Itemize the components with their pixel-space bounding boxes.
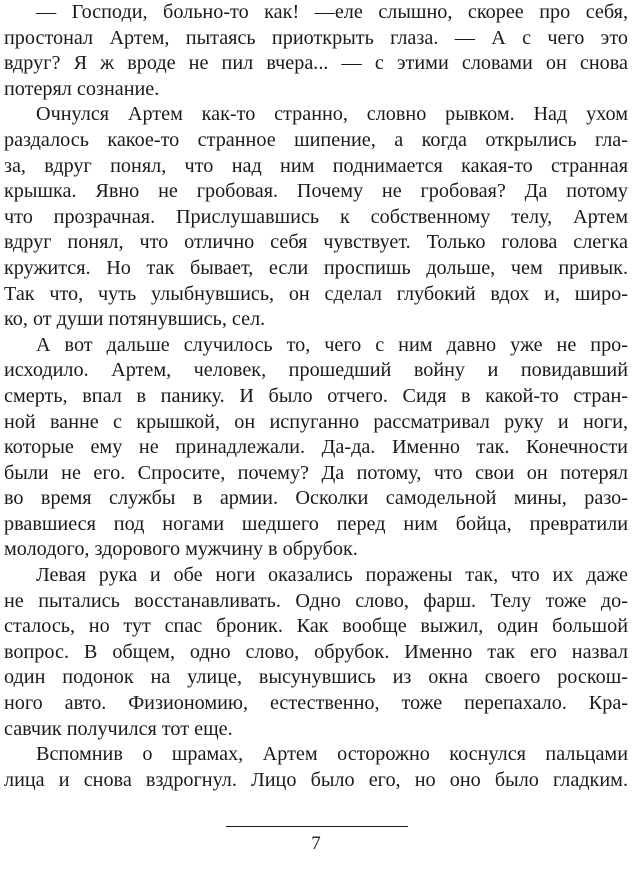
text-line: савчик получился тот еще. [4, 717, 233, 740]
text-line: Левая рука и обе ноги оказались поражены так, что их даже [36, 564, 628, 587]
text-line: не пытались восстанавливать. Одно слово, фарш. Телу тоже до- [4, 589, 628, 612]
text-line: ного авто. Физиономию, естественно, тоже перепахало. Кра- [4, 692, 628, 715]
paragraph [4, 742, 628, 793]
paragraph [4, 333, 628, 563]
text-line: один подонок на улице, высунувшись из окна своего роскош- [4, 666, 628, 689]
text-line: лица и снова вздрогнул. Лицо было его, но оно было гладким. [4, 768, 628, 791]
text-line: молодого, здорового мужчину в обрубок. [4, 538, 358, 561]
text-line: Очнулся Артем как-то странно, словно рывком. Над ухом [36, 103, 628, 126]
text-line: Так что, чуть улыбнувшись, он сделал глубокий вдох и, широ- [4, 282, 628, 305]
text-line: рвавшиеся под ногами шедшего перед ним бойца, превратили [4, 512, 628, 535]
text-line: ной ванне с крышкой, он испуганно рассматривал руку и ноги, [4, 410, 628, 433]
footer-rule [226, 826, 408, 827]
text-line: А вот дальше случилось то, чего с ним давно уже не про- [36, 333, 628, 356]
text-line: которые ему не принадлежали. Да-да. Именно так. Конечности [4, 436, 628, 459]
text-line: сталось, но тут спас броник. Как вообще выжил, один большой [4, 615, 628, 638]
page-number: 7 [311, 833, 321, 854]
text-line: во время службы в армии. Осколки самодельной мины, разо- [4, 487, 628, 510]
text-line: за, вдруг понял, что над ним поднимается какая-то странная [4, 154, 628, 177]
text-line: что прозрачная. Прислушавшись к собственному телу, Артем [4, 205, 628, 228]
text-line: исходило. Артем, человек, прошедший войну и повидавший [4, 359, 628, 382]
text-line: вопрос. В общем, одно слово, обрубок. Именно так его назвал [4, 640, 628, 663]
paragraph [4, 563, 628, 742]
paragraph [4, 0, 628, 102]
text-line: Вспомнив о шрамах, Артем осторожно коснулся пальцами [36, 743, 628, 766]
text-line: — Господи, больно-то как! —еле слышно, скорее про себя, [36, 1, 628, 23]
text-line: кружится. Но так бывает, если проспишь дольше, чем привык. [4, 256, 628, 279]
paragraph [4, 102, 628, 332]
text-line: вдруг понял, что отлично себя чувствует. Только голова слегка [4, 231, 628, 254]
text-line: простонал Артем, пытаясь приоткрыть глаза. — А с чего это [4, 26, 628, 49]
text-line: крышка. Явно не гробовая. Почему не гробовая? Да потому [4, 180, 628, 203]
text-line: смерть, впал в панику. И было отчего. Сидя в какой-то стран- [4, 384, 628, 407]
body-text [4, 0, 628, 793]
text-line: раздалось какое-то странное шипение, а когда открылись гла- [4, 128, 628, 151]
text-line: потерял сознание. [4, 77, 160, 100]
text-line: ко, от души потянувшись, сел. [4, 308, 266, 331]
text-line: были не его. Спросите, почему? Да потому, что свои он потерял [4, 461, 628, 484]
text-line: вдруг? Я ж вроде не пил вчера... — с этими словами он снова [4, 52, 628, 75]
